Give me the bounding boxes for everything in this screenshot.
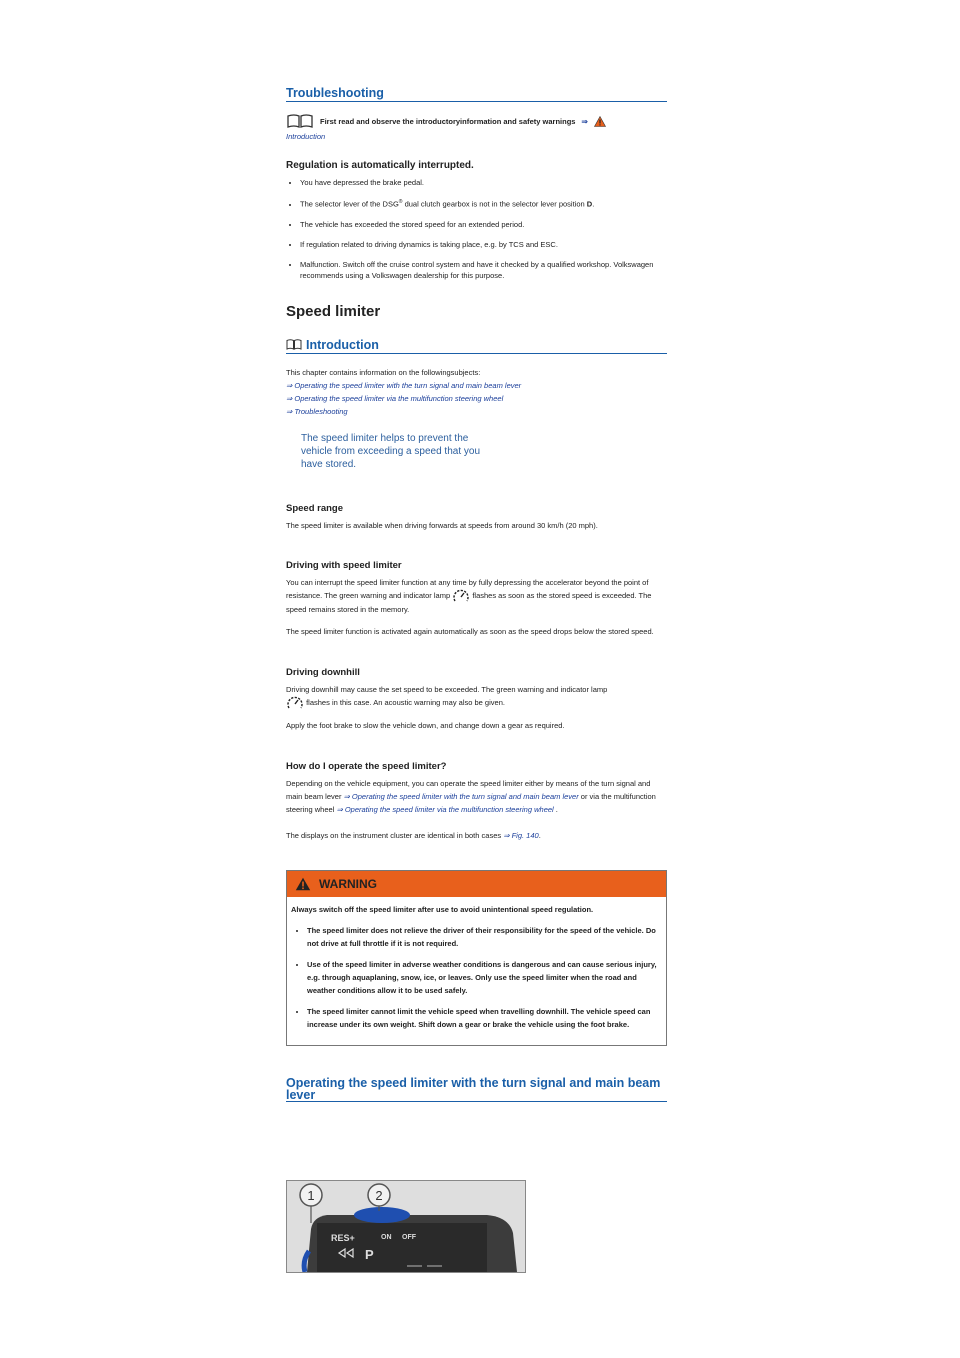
troubleshooting-heading: Troubleshooting [286, 86, 667, 102]
label-p: P [365, 1247, 374, 1262]
warning-title: WARNING [319, 876, 377, 891]
speed-limiter-lamp-icon [452, 589, 470, 603]
label-res: RES+ [331, 1233, 355, 1243]
link-troubleshooting[interactable]: ⇒ Troubleshooting [286, 406, 348, 416]
page-content [286, 86, 667, 1102]
warning-triangle-icon [295, 877, 311, 891]
callout-text: The speed limiter helps to prevent the vehicle from exceeding a speed that you have stored. [301, 432, 480, 470]
callout-1: 1 [307, 1188, 315, 1203]
intro-text: This chapter contains information on the followingsubjects: [286, 367, 481, 377]
book-icon [286, 339, 302, 350]
lever-figure [286, 1180, 526, 1273]
book-icon [286, 114, 314, 128]
warning-triangle-icon [594, 116, 606, 127]
read-note-text: First read and observe the introductoryinformation and safety warnings [320, 116, 576, 126]
list-item: • The selector lever of the DSG® dual clutch gearbox is not in the selector lever position D. [300, 197, 667, 210]
speed-limiter-lamp-icon [286, 696, 304, 710]
link-steering-wheel[interactable]: ⇒ Operating the speed limiter via the multifunction steering wheel [286, 393, 504, 403]
downhill-text-2: Apply the foot brake to slow the vehicle down, and change down a gear as required. [286, 720, 565, 730]
operate-text: Depending on the vehicle equipment, you can operate the speed limiter either by means of the turn signal and main beam lever ⇒ Operating the speed limiter with the turn signal and main beam lever or via the multifunction steering wheel ⇒ Operating the speed limiter via the multifunction steering wheel . [286, 778, 656, 814]
regulation-heading: Regulation is automatically interrupted. [286, 160, 474, 171]
warning-box [286, 870, 667, 1046]
read-note [286, 114, 667, 128]
driving-with-text-2: The speed limiter function is activated again automatically as soon as the speed drops below the stored speed. [286, 626, 654, 636]
callout-2: 2 [375, 1188, 383, 1203]
driving-with-text: You can interrupt the speed limiter function at any time by fully depressing the accelerator beyond the point of resistance. The green warning and indicator lamp flashes as soon as the stored speed is exceeded. The speed remains stored in the memory. [286, 577, 652, 614]
operate-text-2: The displays on the instrument cluster are identical in both cases ⇒ Fig. 140. [286, 830, 541, 840]
downhill-heading: Driving downhill [286, 666, 360, 678]
regulation-list [286, 177, 667, 281]
lever-illustration [287, 1181, 525, 1272]
operate-link-steering[interactable]: ⇒ Operating the speed limiter via the multifunction steering wheel [336, 804, 554, 814]
introduction-link[interactable]: Introduction [286, 132, 326, 141]
driving-with-heading: Driving with speed limiter [286, 559, 402, 571]
warning-list [291, 924, 658, 1031]
list-item: • The speed limiter cannot limit the vehicle speed when travelling downhill. The vehicle speed can increase under its own weight. Shift down a gear or brake the vehicle using the foot brake. [307, 1005, 658, 1031]
warning-body [287, 897, 666, 1045]
introduction-heading: Introduction [286, 338, 667, 354]
operating-section-heading: Operating the speed limiter with the turn signal and main beam lever [286, 1077, 667, 1102]
downhill-text: Driving downhill may cause the set speed to be exceeded. The green warning and indicator lamp flashes in this case. An acoustic warning may also be given. [286, 683, 667, 710]
chapter-title: Speed limiter [286, 302, 381, 320]
figure-link[interactable]: ⇒ Fig. 140 [503, 830, 539, 840]
speed-range-heading: Speed range [286, 502, 344, 514]
label-off: OFF [402, 1234, 416, 1241]
list-item: • Use of the speed limiter in adverse weather conditions is dangerous and can cause serious injury, e.g. through aquaplaning, snow, ice, or leaves. Only use the speed limiter when the road and weather conditions allow it to be used safely. [307, 958, 658, 997]
link-turn-signal[interactable]: ⇒ Operating the speed limiter with the turn signal and main beam lever [286, 380, 522, 390]
read-note-arrow[interactable]: ⇒ [581, 116, 588, 126]
operate-heading: How do I operate the speed limiter? [286, 760, 447, 772]
list-item: • Malfunction. Switch off the cruise control system and have it checked by a qualified workshop. Volkswagen recommends using a Volkswagen dealership for this purpose. [300, 259, 667, 281]
list-item: • The speed limiter does not relieve the driver of their responsibility for the speed of the vehicle. Do not drive at full throttle if it is not required. [307, 924, 658, 950]
list-item: • The vehicle has exceeded the stored speed for an extended period. [300, 219, 667, 230]
list-item: • If regulation related to driving dynamics is taking place, e.g. by TCS and ESC. [300, 239, 667, 250]
warning-header [287, 871, 666, 897]
label-on: ON [381, 1234, 392, 1241]
operate-link-lever[interactable]: ⇒ Operating the speed limiter with the turn signal and main beam lever [343, 791, 579, 801]
list-item: • You have depressed the brake pedal. [300, 177, 667, 188]
speed-range-text: The speed limiter is available when driving forwards at speeds from around 30 km/h (20 mph). [286, 520, 598, 530]
warning-lead: Always switch off the speed limiter after use to avoid unintentional speed regulation. [291, 904, 594, 914]
